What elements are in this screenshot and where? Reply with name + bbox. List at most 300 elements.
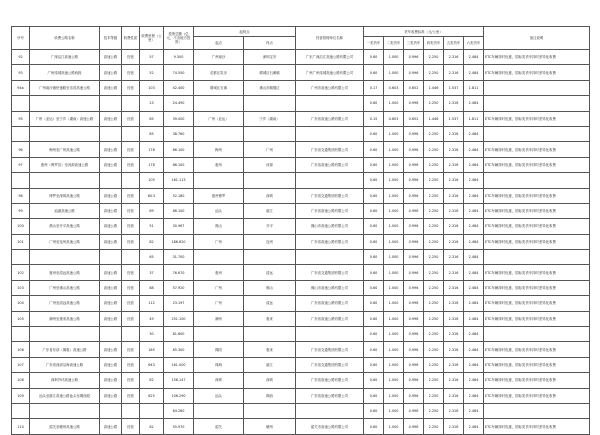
cell-investment: 24.490: [164, 96, 194, 111]
table-row: [12, 265, 590, 280]
table-row: [12, 250, 590, 265]
cell-rate-class-5: 2.316: [444, 357, 464, 372]
cell-rate-class-2: 1.000: [384, 311, 404, 326]
cell-remark: ETC车辆持时优惠，国标类货车持时差异化收费: [484, 296, 590, 311]
cell-start: 惠州博罗: [194, 188, 244, 203]
cell-road-name: 广东省西部沿海高速公路: [30, 357, 100, 372]
cell-start: 深圳: [194, 373, 244, 388]
cell-rate-class-3: 0.996: [404, 327, 424, 342]
header-class-3: 三类货车: [404, 37, 424, 50]
cell-remark: ETC车辆持时优惠，国标类货车持时差异化收费: [484, 342, 590, 357]
cell-rate-class-6: 2.484: [464, 126, 484, 141]
cell-tech-grade: [100, 126, 122, 141]
cell-rate-class-2: 1.000: [384, 280, 404, 295]
cell-rate-class-5: 1.537: [444, 111, 464, 126]
cell-tech-grade: 高速公路: [100, 65, 122, 80]
cell-start: 花都区炭步: [194, 65, 244, 80]
cell-road-name: 惠州至清远高速公路: [30, 265, 100, 280]
cell-rate-class-3: 0.996: [404, 280, 424, 295]
header-no: 序号: [12, 27, 30, 50]
table-row: [12, 203, 590, 218]
table-row: [12, 403, 590, 418]
cell-fee-nature: 经营: [122, 234, 140, 249]
cell-rate-class-1: 0.60: [364, 327, 384, 342]
cell-no: 106: [12, 342, 30, 357]
cell-mileage: 85: [140, 126, 164, 141]
cell-rate-class-5: 2.316: [444, 142, 464, 157]
cell-no: 102: [12, 265, 30, 280]
cell-operator: 广东省高速公路有限公司: [296, 157, 364, 172]
cell-rate-class-5: 2.316: [444, 419, 464, 434]
cell-investment: 74.550: [164, 65, 194, 80]
cell-rate-class-5: 2.316: [444, 203, 464, 218]
table-row: [12, 419, 590, 434]
cell-fee-nature: 经营: [122, 311, 140, 326]
cell-rate-class-4: 2.250: [424, 280, 444, 295]
cell-rate-class-4: 2.250: [424, 126, 444, 141]
cell-remark: ETC车辆持时优惠，国标类货车持时差异化收费: [484, 203, 590, 218]
cell-road-name: 广深沿江高速公路: [30, 50, 100, 65]
cell-rate-class-2: 0.603: [384, 80, 404, 95]
cell-rate-class-4: 1.446: [424, 80, 444, 95]
cell-no: [12, 96, 30, 111]
cell-no: [12, 173, 30, 188]
cell-rate-class-4: 2.250: [424, 265, 444, 280]
cell-rate-class-1: 0.60: [364, 65, 384, 80]
cell-mileage: 23: [140, 96, 164, 111]
cell-rate-class-6: 2.484: [464, 250, 484, 265]
cell-road-name: 梅州至广州高速公路: [30, 142, 100, 157]
cell-rate-class-5: 2.316: [444, 188, 464, 203]
cell-rate-class-2: 1.000: [384, 50, 404, 65]
cell-end: 揭西: [244, 388, 296, 403]
cell-remark: ETC车辆持时优惠，国标类货车持时差异化收费: [484, 388, 590, 403]
cell-rate-class-6: 2.484: [464, 142, 484, 157]
cell-tech-grade: 高速公路: [100, 234, 122, 249]
cell-road-name: 广州至清远高速公路: [30, 296, 100, 311]
cell-rate-class-6: 2.484: [464, 203, 484, 218]
table-row: [12, 65, 590, 80]
cell-rate-class-6: 2.484: [464, 403, 484, 418]
cell-road-name: 广东省东部（揭惠）高速公路: [30, 342, 100, 357]
cell-start: [194, 327, 244, 342]
cell-tech-grade: [100, 250, 122, 265]
cell-no: 109: [12, 388, 30, 403]
header-fee-mileage: 收费里程（公里）: [140, 27, 164, 50]
cell-mileage: 57: [140, 50, 164, 65]
cell-rate-class-5: 2.316: [444, 280, 464, 295]
cell-rate-class-1: 0.60: [364, 357, 384, 372]
cell-no: 101: [12, 234, 30, 249]
cell-rate-class-5: 2.316: [444, 157, 464, 172]
cell-rate-class-1: 0.60: [364, 403, 384, 418]
cell-rate-class-6: 2.484: [464, 419, 484, 434]
table-row: [12, 111, 590, 126]
cell-rate-class-1: 0.60: [364, 157, 384, 172]
cell-rate-class-5: 2.316: [444, 219, 464, 234]
cell-rate-class-6: 1.811: [464, 111, 484, 126]
cell-mileage: 69: [140, 203, 164, 218]
cell-mileage: 88: [140, 280, 164, 295]
cell-investment: 86.100: [164, 157, 194, 172]
cell-start: 广州: [194, 280, 244, 295]
cell-start: 惠州: [194, 265, 244, 280]
cell-investment: 39.000: [164, 111, 194, 126]
cell-rate-class-3: 0.996: [404, 203, 424, 218]
cell-end: 清远: [244, 296, 296, 311]
cell-rate-class-2: 1.000: [384, 357, 404, 372]
cell-fee-nature: 经营: [122, 188, 140, 203]
cell-tech-grade: 高速公路: [100, 265, 122, 280]
table-row: [12, 342, 590, 357]
cell-mileage: 112: [140, 296, 164, 311]
cell-operator: 佛山市高速公路有限公司: [296, 280, 364, 295]
cell-rate-class-4: 2.250: [424, 250, 444, 265]
cell-no: 99: [12, 203, 30, 218]
cell-remark: ETC车辆持时优惠，国标类货车持时差异化收费: [484, 234, 590, 249]
cell-rate-class-2: 1.000: [384, 126, 404, 141]
cell-rate-class-6: 2.484: [464, 373, 484, 388]
cell-operator: [296, 403, 364, 418]
cell-end: [244, 126, 296, 141]
cell-rate-class-5: 2.316: [444, 250, 464, 265]
cell-rate-class-4: 2.250: [424, 142, 444, 157]
cell-mileage: 643: [140, 357, 164, 372]
cell-operator: 韶关市高速公路有限公司: [296, 419, 364, 434]
cell-rate-class-1: 0.60: [364, 142, 384, 157]
cell-no: 95: [12, 111, 30, 126]
header-class-1: 一类货车: [364, 37, 384, 50]
cell-rate-class-1: 0.60: [364, 126, 384, 141]
cell-tech-grade: 高速公路: [100, 357, 122, 372]
cell-rate-class-6: 1.811: [464, 80, 484, 95]
cell-rate-class-3: 0.996: [404, 403, 424, 418]
cell-rate-class-6: 2.484: [464, 265, 484, 280]
cell-start: 揭阳: [194, 342, 244, 357]
cell-rate-class-2: 1.000: [384, 327, 404, 342]
cell-operator: 广东省交通集团有限公司: [296, 342, 364, 357]
cell-end: 连州: [244, 234, 296, 249]
cell-end: 宁乡（湖南）: [244, 111, 296, 126]
cell-remark: ETC车辆持时优惠，国标类货车持时差异化收费: [484, 50, 590, 65]
cell-rate-class-2: 1.000: [384, 419, 404, 434]
cell-rate-class-3: 0.996: [404, 357, 424, 372]
cell-start: 佛山: [194, 219, 244, 234]
cell-rate-class-6: 2.484: [464, 327, 484, 342]
cell-rate-class-3: 0.996: [404, 265, 424, 280]
cell-rate-class-4: 2.250: [424, 203, 444, 218]
cell-no: 107: [12, 357, 30, 372]
table-row: [12, 173, 590, 188]
cell-no: 103: [12, 280, 30, 295]
cell-rate-class-5: 2.316: [444, 126, 464, 141]
cell-no: 108: [12, 373, 30, 388]
cell-road-name: [30, 403, 100, 418]
cell-rate-class-6: 2.484: [464, 219, 484, 234]
header-investment: 投资总额（亿元，不含地方投资）: [164, 27, 194, 50]
cell-investment: 186.820: [164, 234, 194, 249]
cell-rate-class-1: 0.60: [364, 280, 384, 295]
table-row: [12, 373, 590, 388]
cell-no: [12, 126, 30, 141]
cell-rate-class-5: 2.316: [444, 296, 464, 311]
cell-road-name: 广州至佛山高速公路: [30, 280, 100, 295]
cell-rate-class-1: 0.60: [364, 419, 384, 434]
cell-tech-grade: 高速公路: [100, 188, 122, 203]
cell-start: 广州: [194, 296, 244, 311]
cell-no: 92: [12, 50, 30, 65]
cell-road-name: 广州（亚运）至宁乡（湖南）高速公路: [30, 111, 100, 126]
cell-end: 深圳: [244, 188, 296, 203]
cell-operator: 广东省交通集团有限公司: [296, 265, 364, 280]
cell-remark: ETC车辆持时优惠，国标类货车持时差异化收费: [484, 188, 590, 203]
cell-operator: 佛山市高速公路有限公司: [296, 219, 364, 234]
cell-end: 深圳: [244, 373, 296, 388]
cell-investment: 55.970: [164, 419, 194, 434]
cell-tech-grade: 高速公路: [100, 311, 122, 326]
cell-rate-class-1: 0.60: [364, 203, 384, 218]
cell-rate-class-3: 0.996: [404, 373, 424, 388]
header-fee-nature: 收费性质: [122, 27, 140, 50]
cell-rate-class-6: 2.484: [464, 188, 484, 203]
cell-rate-class-5: 2.316: [444, 65, 464, 80]
cell-no: 96: [12, 142, 30, 157]
cell-rate-class-4: 2.250: [424, 65, 444, 80]
cell-rate-class-5: 2.316: [444, 311, 464, 326]
cell-rate-class-3: 0.996: [404, 50, 424, 65]
table-row: [12, 296, 590, 311]
cell-rate-class-3: 0.996: [404, 311, 424, 326]
cell-mileage: 178: [140, 157, 164, 172]
cell-start: 广州: [194, 234, 244, 249]
table-row: [12, 157, 590, 172]
cell-mileage: 62: [140, 419, 164, 434]
cell-start: [194, 173, 244, 188]
cell-remark: ETC车辆持时优惠，国标类货车持时差异化收费: [484, 157, 590, 172]
cell-rate-class-2: 1.000: [384, 265, 404, 280]
cell-investment: 31.700: [164, 250, 194, 265]
cell-rate-class-4: 2.250: [424, 357, 444, 372]
cell-fee-nature: [122, 327, 140, 342]
cell-fee-nature: 经营: [122, 265, 140, 280]
cell-start: 潮州: [194, 311, 244, 326]
table-row: [12, 311, 590, 326]
cell-operator: [296, 173, 364, 188]
cell-remark: ETC车辆持时优惠，国标类货车持时差异化收费: [484, 219, 590, 234]
cell-road-name: [30, 126, 100, 141]
cell-road-name: 博罗至深圳高速公路: [30, 188, 100, 203]
cell-rate-class-4: 2.250: [424, 403, 444, 418]
cell-operator: 广东省高速公路有限公司: [296, 111, 364, 126]
cell-no: 98: [12, 188, 30, 203]
cell-rate-class-5: 2.316: [444, 96, 464, 111]
cell-road-name: 深圳外环高速公路: [30, 373, 100, 388]
cell-operator: 广州广州绕城高速公路有限公司: [296, 65, 364, 80]
cell-rate-class-2: 0.603: [384, 111, 404, 126]
cell-rate-class-2: 1.000: [384, 342, 404, 357]
cell-operator: [296, 126, 364, 141]
cell-investment: 38.760: [164, 126, 194, 141]
table-row: [12, 142, 590, 157]
cell-rate-class-2: 1.000: [384, 234, 404, 249]
cell-tech-grade: 高速公路: [100, 280, 122, 295]
cell-no: [12, 403, 30, 418]
table-row: [12, 96, 590, 111]
header-operator: 经营管理单位名称: [296, 27, 364, 50]
cell-investment: 86.100: [164, 203, 194, 218]
cell-rate-class-4: 2.250: [424, 388, 444, 403]
cell-tech-grade: 高速公路: [100, 296, 122, 311]
cell-fee-nature: [122, 403, 140, 418]
cell-road-name: 佛山至开平高速公路: [30, 219, 100, 234]
table-row: [12, 188, 590, 203]
cell-start: 广州南沙: [194, 50, 244, 65]
cell-road-name: 广州绕城高速公路西段: [30, 65, 100, 80]
cell-investment: 156.147: [164, 373, 194, 388]
cell-fee-nature: 经营: [122, 373, 140, 388]
cell-mileage: 37: [140, 265, 164, 280]
cell-tech-grade: [100, 173, 122, 188]
cell-remark: [484, 403, 590, 418]
table-row: [12, 234, 590, 249]
cell-rate-class-4: 2.250: [424, 173, 444, 188]
cell-end: 增城区石滩镇: [244, 65, 296, 80]
cell-operator: 广东省交通集团有限公司: [296, 357, 364, 372]
cell-rate-class-1: 0.17: [364, 80, 384, 95]
cell-rate-class-6: 2.484: [464, 65, 484, 80]
cell-rate-class-3: 0.996: [404, 296, 424, 311]
cell-rate-class-3: 0.996: [404, 96, 424, 111]
cell-start: 汕头: [194, 203, 244, 218]
cell-no: 97: [12, 157, 30, 172]
table-row: [12, 80, 590, 95]
cell-remark: ETC车辆持时优惠，国标类货车持时差异化收费: [484, 419, 590, 434]
cell-rate-class-5: 2.316: [444, 403, 464, 418]
cell-mileage: 82: [140, 373, 164, 388]
cell-rate-class-6: 2.484: [464, 311, 484, 326]
cell-fee-nature: [122, 250, 140, 265]
cell-rate-class-3: 0.996: [404, 173, 424, 188]
cell-rate-class-2: 1.000: [384, 142, 404, 157]
cell-tech-grade: 高速公路: [100, 388, 122, 403]
cell-end: 惠来: [244, 311, 296, 326]
header-class-2: 二类货车: [384, 37, 404, 50]
cell-mileage: 30: [140, 327, 164, 342]
header-remark: 备注说明: [484, 27, 590, 50]
cell-operator: 广东省高速公路有限公司: [296, 388, 364, 403]
cell-rate-class-2: 1.000: [384, 373, 404, 388]
cell-rate-class-2: 1.000: [384, 388, 404, 403]
cell-start: 广州（亚运）: [194, 111, 244, 126]
cell-rate-class-4: 2.250: [424, 234, 444, 249]
cell-mileage: 85: [140, 111, 164, 126]
cell-operator: 广东省高速公路有限公司: [296, 234, 364, 249]
cell-rate-class-5: 2.316: [444, 388, 464, 403]
cell-investment: 85.300: [164, 342, 194, 357]
cell-rate-class-3: 0.652: [404, 111, 424, 126]
cell-mileage: 52: [140, 65, 164, 80]
table-row: [12, 219, 590, 234]
cell-rate-class-3: 0.996: [404, 142, 424, 157]
cell-road-name: 韶关至赣州高速公路: [30, 419, 100, 434]
cell-investment: 86.100: [164, 142, 194, 157]
cell-rate-class-1: 0.60: [364, 96, 384, 111]
cell-rate-class-5: 2.316: [444, 373, 464, 388]
cell-rate-class-6: 2.484: [464, 234, 484, 249]
cell-no: 105: [12, 311, 30, 326]
cell-end: 广州: [244, 142, 296, 157]
cell-start: 汕头: [194, 388, 244, 403]
cell-rate-class-5: 2.316: [444, 50, 464, 65]
cell-remark: ETC车辆持时优惠，国标类货车持时差异化收费: [484, 373, 590, 388]
cell-tech-grade: 高速公路: [100, 373, 122, 388]
cell-rate-class-4: 2.250: [424, 296, 444, 311]
cell-rate-class-3: 0.996: [404, 388, 424, 403]
cell-rate-class-6: 2.484: [464, 157, 484, 172]
cell-rate-class-4: 2.250: [424, 188, 444, 203]
cell-rate-class-3: 0.996: [404, 250, 424, 265]
cell-investment: 42.400: [164, 80, 194, 95]
cell-rate-class-6: 2.484: [464, 388, 484, 403]
cell-remark: [484, 80, 590, 95]
cell-remark: ETC车辆持时优惠，国标类货车持时差异化收费: [484, 111, 590, 126]
cell-investment: 251.100: [164, 311, 194, 326]
cell-rate-class-2: 1.000: [384, 203, 404, 218]
cell-rate-class-5: 2.316: [444, 234, 464, 249]
cell-end: 佛山: [244, 280, 296, 295]
header-class-5: 五类货车: [444, 37, 464, 50]
cell-operator: 广东省高速公路有限公司: [296, 203, 364, 218]
cell-rate-class-6: 2.484: [464, 357, 484, 372]
cell-fee-nature: 经营: [122, 280, 140, 295]
cell-rate-class-3: 0.996: [404, 126, 424, 141]
cell-rate-class-3: 0.996: [404, 219, 424, 234]
toll-fee-table: [11, 26, 590, 435]
cell-rate-class-1: 0.60: [364, 219, 384, 234]
cell-fee-nature: 经营: [122, 219, 140, 234]
cell-mileage: 103: [140, 80, 164, 95]
cell-rate-class-4: 2.250: [424, 342, 444, 357]
cell-road-name: [30, 173, 100, 188]
header-class-4: 四类货车: [424, 37, 444, 50]
cell-tech-grade: [100, 327, 122, 342]
cell-fee-nature: [122, 126, 140, 141]
cell-rate-class-5: 1.537: [444, 80, 464, 95]
cell-road-name: 广州至连州高速公路: [30, 234, 100, 249]
cell-operator: 广东省高速公路有限公司: [296, 296, 364, 311]
cell-rate-class-4: 2.250: [424, 373, 444, 388]
cell-start: [194, 403, 244, 418]
cell-rate-class-1: 0.60: [364, 296, 384, 311]
cell-rate-class-2: 1.000: [384, 173, 404, 188]
cell-investment: 161.113: [164, 173, 194, 188]
cell-road-name: 汕头至湛江高速公路汕头至揭西段: [30, 388, 100, 403]
cell-mileage: 65: [140, 250, 164, 265]
cell-start: 惠州: [194, 157, 244, 172]
cell-rate-class-1: 0.60: [364, 265, 384, 280]
cell-mileage: 185: [140, 342, 164, 357]
cell-mileage: 60.5: [140, 188, 164, 203]
cell-no: [12, 250, 30, 265]
cell-operator: [296, 250, 364, 265]
cell-rate-class-2: 1.000: [384, 188, 404, 203]
cell-operator: 广东广深沿江高速公路有限公司: [296, 50, 364, 65]
header-start: 起点: [194, 37, 244, 50]
cell-mileage: 105: [140, 173, 164, 188]
cell-rate-class-6: 2.484: [464, 342, 484, 357]
cell-operator: [296, 96, 364, 111]
cell-rate-class-3: 0.996: [404, 188, 424, 203]
